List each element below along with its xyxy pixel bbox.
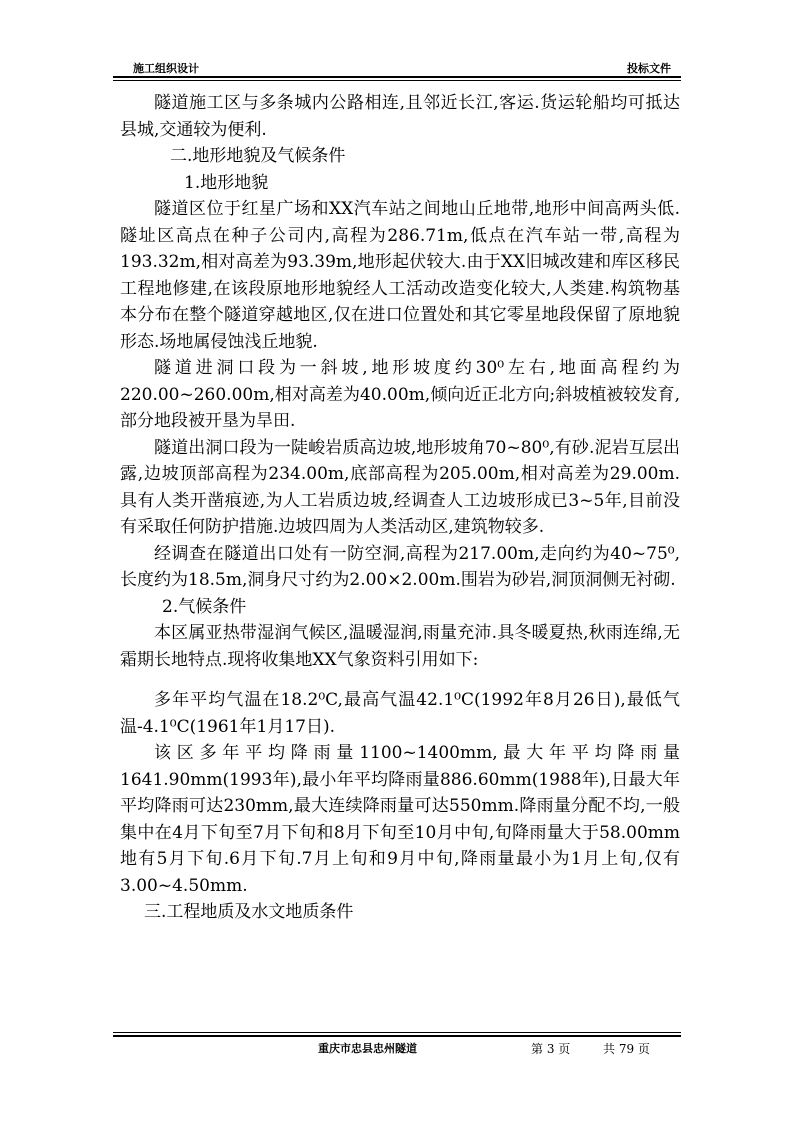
paragraph-air-raid-shelter: 经调查在隧道出口处有一防空洞,高程为217.00m,走向约为40~75⁰,长度约为18.5m,洞身尺寸约为2.00×2.00m.围岩为砂岩,洞顶洞侧无衬砌. [120, 543, 680, 590]
paragraph-exit-slope: 隧道出洞口段为一陡峻岩质高边坡,地形坡角70~80⁰,有砂.泥岩互层出露,边坡顶部高程为234.00m,底部高程为205.00m,相对高差为29.00m.具有人类开凿痕迹,为人工岩质边坡,经调查人工边坡形成已3~5年,目前没有采取任何防护措施.边坡四周为人类活动区,建筑物较多. [120, 437, 680, 537]
footer-project-name: 重庆市忠县忠州隧道 [318, 1042, 417, 1055]
page-footer [113, 1040, 681, 1060]
paragraph-climate-overview: 本区属亚热带湿润气候区,温暖湿润,雨量充沛.具冬暖夏热,秋雨连绵,无霜期长地特点.现将收集地XX气象资料引用如下: [120, 623, 680, 670]
header-doc-category: 投标文件 [627, 62, 671, 75]
paragraph-temperature: 多年平均气温在18.2⁰C,最高气温42.1⁰C(1992年8月26日),最低气温-4.1⁰C(1961年1月17日). [120, 690, 680, 737]
header-divider [113, 76, 681, 81]
page-header [113, 58, 681, 78]
footer-divider [113, 1032, 681, 1037]
section-heading-terrain-climate: 二.地形地貌及气候条件 [170, 146, 346, 166]
paragraph-terrain-overview: 隧道区位于红星广场和XX汽车站之间地山丘地带,地形中间高两头低.隧址区高点在种子公司内,高程为286.71m,低点在汽车站一带,高程为193.32m,相对高差为93.39m,地形起伏较大.由于XX旧城改建和库区移民工程地修建,在该段原地形地貌经人工活动改造变化较大,人类建.构筑物基本分布在整个隧道穿越地区,仅在进口位置处和其它零星地段保留了原地貌形态.场地属侵蚀浅丘地貌. [120, 199, 680, 352]
document-body [120, 90, 680, 926]
paragraph-transport: 隧道施工区与多条城内公路相连,且邻近长江,客运.货运轮船均可抵达县城,交通较为便利. [120, 93, 680, 140]
subsection-heading-climate: 2.气候条件 [162, 596, 247, 617]
paragraph-entrance-slope: 隧道进洞口段为一斜坡,地形坡度约30⁰左右,地面高程约为220.00~260.00m,相对高差为40.00m,倾向近正北方向;斜坡植被较发育,部分地段被开垦为旱田. [120, 358, 680, 431]
header-doc-type: 施工组织设计 [133, 62, 199, 75]
footer-page-total: 共 79 页 [603, 1042, 650, 1056]
subsection-heading-terrain: 1.地形地貌 [184, 172, 269, 193]
paragraph-rainfall: 该区多年平均降雨量1100~1400mm,最大年平均降雨量1641.90mm(1993年),最小年平均降雨量886.60mm(1988年),日最大年平均降雨可达230mm,最大连续降雨量可达550mm.降雨量分配不均,一般集中在4月下旬至7月下旬和8月下旬至10月中旬,旬降雨量大于58.00mm地有5月下旬.6月下旬.7月上旬和9月中旬,降雨量最小为1月上旬,仅有3.00~4.50mm. [120, 743, 680, 896]
footer-page-number: 第 3 页 [531, 1042, 571, 1056]
section-heading-geology: 三.工程地质及水文地质条件 [144, 902, 354, 922]
